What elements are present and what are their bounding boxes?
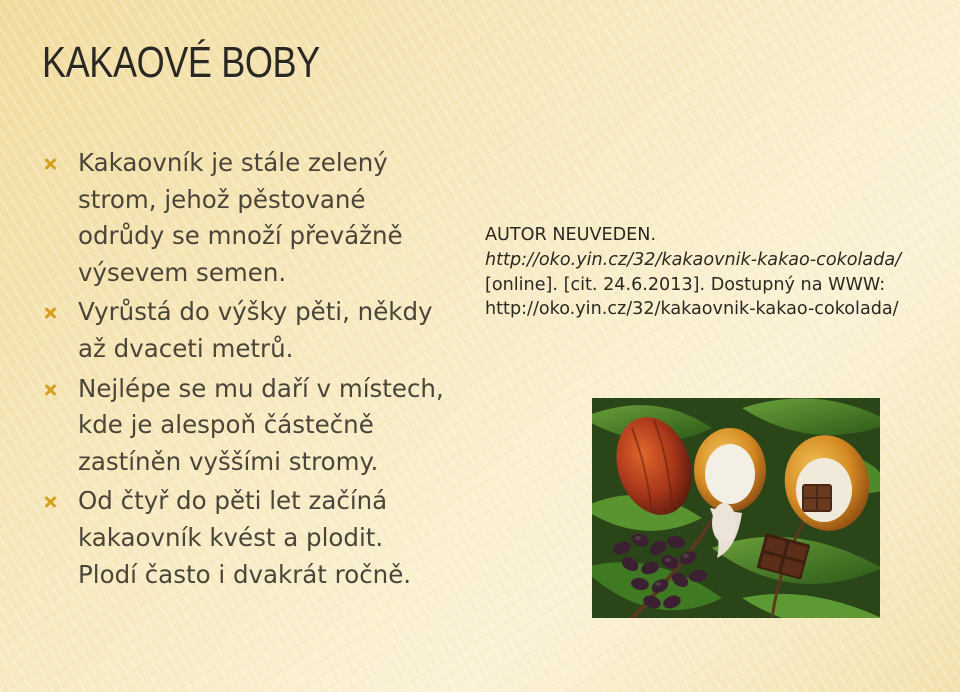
bullet-list: [44, 145, 444, 596]
bullet-item: [44, 294, 444, 367]
bullet-text: Kakaovník je stále zelený strom, jehož pěstované odrůdy se množí převážně výsevem semen.: [78, 148, 403, 287]
bullet-text: Vyrůstá do výšky pěti, někdy až dvaceti metrů.: [78, 297, 433, 363]
citation-available-label: Dostupný na WWW:: [710, 274, 886, 295]
cacao-photo: [592, 398, 880, 618]
cacao-illustration: [592, 398, 880, 618]
bullet-item: [44, 483, 444, 593]
bullet-text: Od čtyř do pěti let začíná kakaovník kvést a plodit. Plodí často i dvakrát ročně.: [78, 486, 412, 589]
bullet-item: [44, 145, 444, 291]
citation-url[interactable]: http://oko.yin.cz/32/kakaovnik-kakao-cokolada/: [485, 299, 899, 320]
image-citation: [485, 223, 905, 322]
cross-bullet-icon: [44, 158, 56, 170]
cross-bullet-icon: [44, 384, 56, 396]
cross-bullet-icon: [44, 496, 56, 508]
bullet-item: [44, 371, 444, 481]
citation-author: AUTOR NEUVEDEN.: [485, 225, 657, 245]
citation-date: [cit. 24.6.2013].: [563, 274, 706, 295]
citation-url-italic[interactable]: http://oko.yin.cz/32/kakaovnik-kakao-cokolada/: [485, 249, 902, 270]
cross-bullet-icon: [44, 307, 56, 319]
slide-title: KAKAOVÉ BOBY: [42, 38, 320, 87]
bullet-text: Nejlépe se mu daří v místech, kde je alespoň částečně zastíněn vyššími stromy.: [78, 373, 444, 476]
citation-online: [online].: [485, 274, 558, 295]
